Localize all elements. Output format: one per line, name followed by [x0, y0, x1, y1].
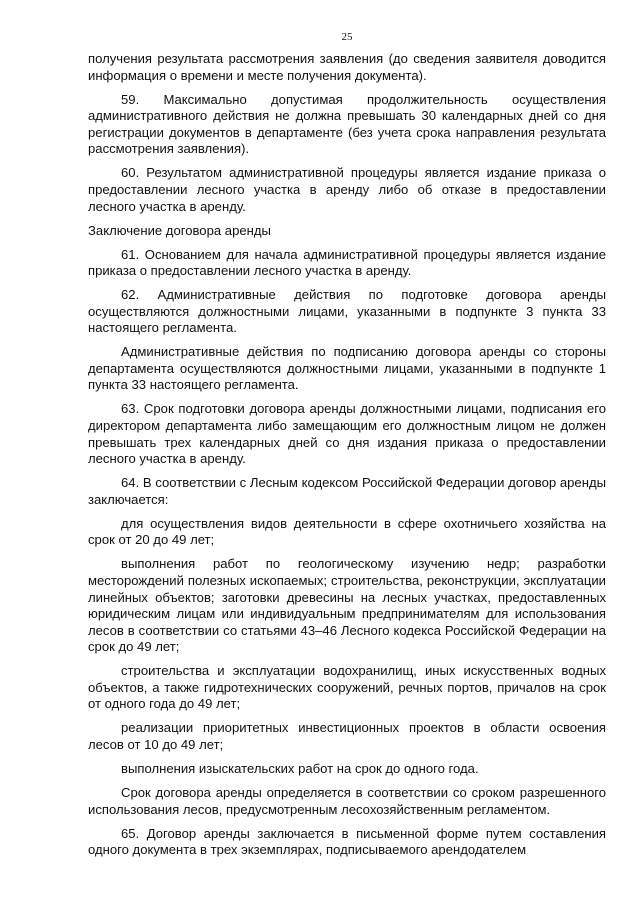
page-number: 25 — [341, 31, 353, 43]
paragraph-64-reservoirs: строительства и эксплуатации водохранилищ, иных искусственных водных объектов, а также гидротехнических сооружений, речных портов, причалов на срок от одного года до 49 лет; — [88, 663, 606, 712]
paragraph-60: 60. Результатом административной процедуры является издание приказа о предоставлении лесного участка в аренду либо об отказе в предоставлении лесного участка в аренду. — [88, 165, 606, 214]
paragraph-64-survey: выполнения изыскательских работ на срок до одного года. — [121, 761, 479, 777]
paragraph-64-hunting: для осуществления видов деятельности в сфере охотничьего хозяйства на срок от 20 до 49 лет; — [88, 515, 606, 548]
paragraph-59: 59. Максимально допустимая продолжительность осуществления административного действия не должна превышать 30 календарных дней со дня регистрации документов в департаменте (без учета срока направления результата рассмотрения заявления). — [88, 91, 606, 157]
paragraph-61: 61. Основанием для начала административной процедуры является издание приказа о предоставлении лесного участка в аренду. — [88, 246, 606, 279]
paragraph-lease-term: Срок договора аренды определяется в соответствии со сроком разрешенного использования лесов, предусмотренным лесохозяйственным регламентом. — [88, 785, 606, 817]
paragraph-continuation: получения результата рассмотрения заявления (до сведения заявителя доводится информация о времени и месте получения документа). — [88, 51, 606, 83]
paragraph-62-signing: Административные действия по подписанию договора аренды со стороны департамента осуществляются должностными лицами, указанными в подпункте 1 пункта 33 настоящего регламента. — [88, 344, 606, 393]
document-body — [88, 51, 606, 866]
paragraph-63: 63. Срок подготовки договора аренды должностными лицами, подписания его директором департамента либо замещающим его должностным лицом не должен превышать трех календарных дней со дня издания приказа о предоставлении лесного участка в аренду. — [88, 401, 606, 467]
paragraph-64: 64. В соответствии с Лесным кодексом Российской Федерации договор аренды заключается: — [88, 475, 606, 507]
section-heading-lease-agreement: Заключение договора аренды — [88, 222, 271, 238]
paragraph-62: 62. Административные действия по подготовке договора аренды осуществляются должностными лицами, указанными в подпункте 3 пункта 33 настоящего регламента. — [88, 287, 606, 336]
paragraph-65: 65. Договор аренды заключается в письменной форме путем составления одного документа в трех экземплярах, подписываемого арендодателем — [88, 825, 606, 858]
paragraph-64-geology: выполнения работ по геологическому изучению недр; разработки месторождений полезных ископаемых; строительства, реконструкции, эксплуатации линейных объектов; заготовки древесины на лесных участках, предоставленных юридическим лицам или индивидуальным предпринимателям для использования лесов в соответствии со статьями 43–46 Лесного кодекса Российской Федерации на срок до 49 лет; — [88, 556, 606, 655]
paragraph-64-investment: реализации приоритетных инвестиционных проектов в области освоения лесов от 10 до 49 лет; — [88, 720, 606, 753]
